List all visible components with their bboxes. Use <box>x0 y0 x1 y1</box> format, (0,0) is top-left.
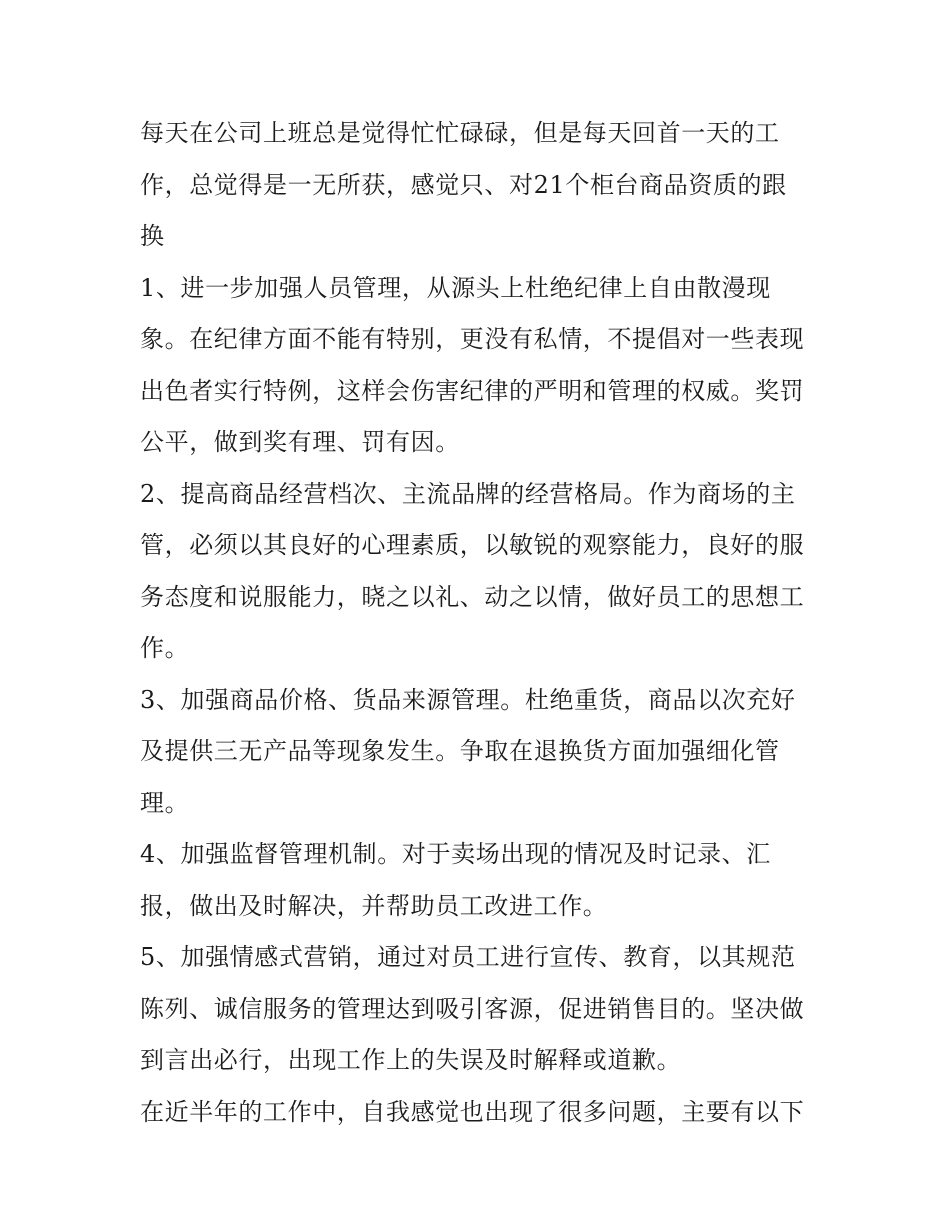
text-line-4: 1、进一步加强人员管理，从源头上杜绝纪律上自由散漫现 <box>140 273 771 302</box>
text-line-10: 务态度和说服能力，晓之以礼、动之以情，做好员工的思想工 <box>140 582 805 611</box>
text-line-5: 象。在纪律方面不能有特别，更没有私情，不提倡对一些表现 <box>140 325 805 353</box>
text-line-7: 公平，做到奖有理、罚有因。 <box>140 428 460 456</box>
text-line-20: 在近半年的工作中，自我感觉也出现了很多问题，主要有以下 <box>140 1097 805 1126</box>
text-line-9: 管，必须以其良好的心理素质，以敏锐的观察能力，良好的服 <box>140 531 805 559</box>
text-line-15: 4、加强监督管理机制。对于卖场出现的情况及时记录、汇 <box>140 840 771 868</box>
text-line-6: 出色者实行特例，这样会伤害纪律的严明和管理的权威。奖罚 <box>140 376 805 405</box>
document-body <box>140 108 820 1138</box>
text-line-12: 3、加强商品价格、货品来源管理。杜绝重货，商品以次充好 <box>140 685 796 714</box>
text-line-14: 理。 <box>140 788 190 817</box>
text-line-3: 换 <box>140 222 165 250</box>
text-line-17: 5、加强情感式营销，通过对员工进行宣传、教育，以其规范 <box>140 943 796 971</box>
text-line-2: 作，总觉得是一无所获，感觉只、对21个柜台商品资质的跟 <box>140 170 787 199</box>
text-line-11: 作。 <box>140 634 190 662</box>
text-line-1: 每天在公司上班总是觉得忙忙碌碌，但是每天回首一天的工 <box>140 119 780 147</box>
text-line-13: 及提供三无产品等现象发生。争取在退换货方面加强细化管 <box>140 737 780 765</box>
text-line-16: 报，做出及时解决，并帮助员工改进工作。 <box>140 891 608 920</box>
text-line-8: 2、提高商品经营档次、主流品牌的经营格局。作为商场的主 <box>140 479 796 508</box>
text-line-19: 到言出必行，出现工作上的失误及时解释或道歉。 <box>140 1046 682 1074</box>
text-line-18: 陈列、诚信服务的管理达到吸引客源，促进销售目的。坚决做 <box>140 994 805 1023</box>
